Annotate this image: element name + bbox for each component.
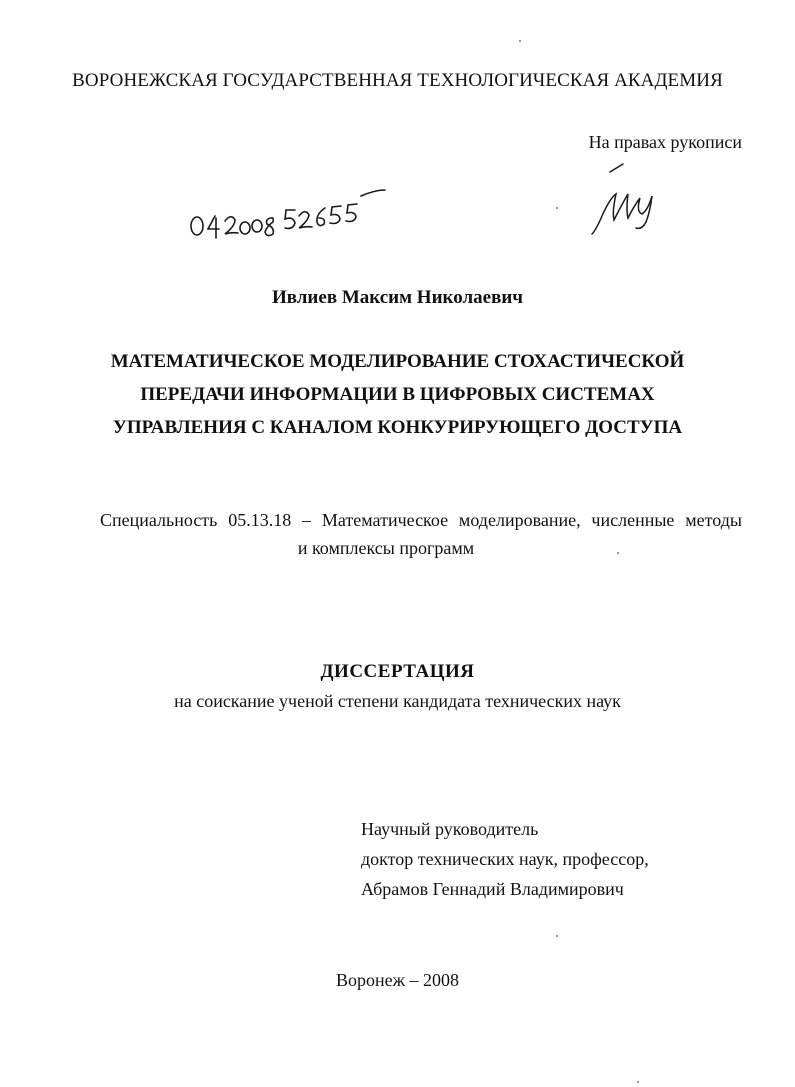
supervisor-role: Научный руководитель [361,819,539,839]
specialty-line: Специальность 05.13.18 – Математическое моделирование, численные методы [100,510,742,530]
specialty [100,506,742,562]
city-year: Воронеж – 2008 [335,970,460,990]
scan-speck [556,935,558,937]
specialty-line: и комплексы программ [297,538,475,558]
title-line: ПЕРЕДАЧИ ИНФОРМАЦИИ В ЦИФРОВЫХ СИСТЕМАХ [140,384,655,405]
institution-name: ВОРОНЕЖСКАЯ ГОСУДАРСТВЕННАЯ ТЕХНОЛОГИЧЕСКАЯ АКАДЕМИЯ [72,70,723,91]
supervisor-credentials: доктор технических наук, профессор, [361,849,649,869]
scan-speck [519,40,521,42]
title-line: УПРАВЛЕНИЯ С КАНАЛОМ КОНКУРИРУЮЩЕГО ДОСТУПА [112,417,683,438]
supervisor-block [361,814,649,904]
signature [586,160,666,240]
dissertation-title [60,345,735,444]
rights-notice: На правах рукописи [588,132,742,152]
handwritten-inventory-number [185,188,390,248]
degree-line: на соискание ученой степени кандидата технических наук [174,691,621,711]
scan-speck [637,1081,639,1083]
supervisor-name: Абрамов Геннадий Владимирович [361,879,624,899]
scan-speck [617,552,619,554]
author-name: Ивлиев Максим Николаевич [271,287,523,308]
scan-speck [556,207,558,209]
title-line: МАТЕМАТИЧЕСКОЕ МОДЕЛИРОВАНИЕ СТОХАСТИЧЕСКОЙ [110,351,685,372]
work-type-heading: ДИССЕРТАЦИЯ [320,661,475,682]
